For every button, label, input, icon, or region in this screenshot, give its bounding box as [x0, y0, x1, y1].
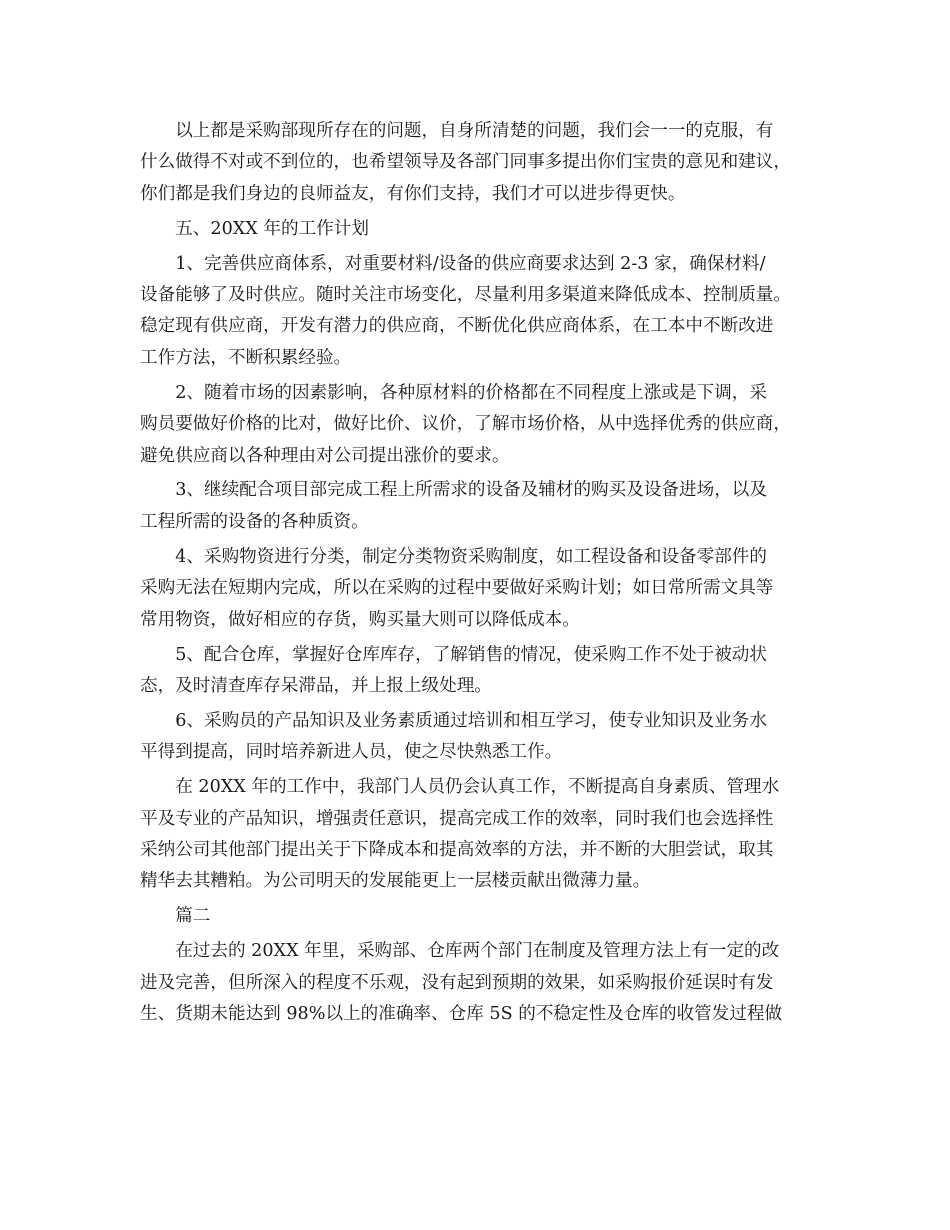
text-line: 采纳公司其他部门提出关于下降成本和提高效率的方法，并不断的大胆尝试，取其 [140, 839, 774, 860]
plan-item-3 [140, 475, 830, 538]
text-line: 生、货期未能达到 98%以上的准确率、仓库 5S 的不稳定性及仓库的收管发过程做 [140, 1003, 783, 1024]
plan-item-1 [140, 249, 830, 375]
text-line: 避免供应商以各种理由对公司提出涨价的要求。 [140, 445, 510, 466]
plan-item-4 [140, 542, 830, 636]
text-line: 5、配合仓库，掌握好仓库库存，了解销售的情况，使采购工作不处于被动状 [175, 644, 767, 665]
text-line: 在过去的 20XX 年里，采购部、仓库两个部门在制度及管理方法上有一定的改 [175, 941, 780, 962]
part-two-paragraph [140, 936, 830, 1030]
text-line: 1、完善供应商体系，对重要材料/设备的供应商要求达到 2-3 家，确保材料/ [175, 253, 766, 274]
text-line: 工作方法，不断积累经验。 [140, 347, 352, 368]
text-line: 态，及时清查库存呆滞品，并上报上级处理。 [140, 675, 492, 696]
plan-item-5 [140, 640, 830, 703]
text-line: 2、随着市场的因素影响，各种原材料的价格都在不同程度上涨或是下调，采 [175, 382, 767, 403]
text-line: 工程所需的设备的各种质资。 [140, 511, 369, 532]
text-line: 平及专业的产品知识，增强责任意识，提高完成工作的效率，同时我们也会选择性 [140, 808, 774, 829]
document-body [140, 116, 830, 1034]
text-line: 常用物资，做好相应的存货，购买量大则可以降低成本。 [140, 609, 580, 630]
text-line: 什么做得不对或不到位的，也希望领导及各部门同事多提出你们宝贵的意见和建议， [140, 152, 791, 173]
text-line: 购员要做好价格的比对，做好比价、议价，了解市场价格，从中选择优秀的供应商， [140, 414, 791, 435]
text-line: 6、采购员的产品知识及业务素质通过培训和相互学习，使专业知识及业务水 [175, 710, 767, 731]
text-line: 你们都是我们身边的良师益友，有你们支持，我们才可以进步得更快。 [140, 183, 686, 204]
text-line: 设备能够了及时供应。随时关注市场变化，尽量利用多渠道来降低成本、控制质量。 [140, 285, 791, 306]
text-line: 五、20XX 年的工作计划 [175, 218, 369, 239]
plan-item-6 [140, 706, 830, 769]
text-line: 篇二 [175, 906, 211, 927]
closing-paragraph [140, 772, 830, 898]
section-heading [140, 214, 830, 245]
text-line: 精华去其糟粕。为公司明天的发展能更上一层楼贡献出微薄力量。 [140, 871, 651, 892]
text-line: 4、采购物资进行分类，制定分类物资采购制度，如工程设备和设备零部件的 [175, 546, 767, 567]
text-line: 以上都是采购部现所存在的问题，自身所清楚的问题，我们会一一的克服，有 [175, 121, 774, 141]
text-line: 进及完善，但所深入的程度不乐观，没有起到预期的效果，如采购报价延误时有发 [140, 972, 774, 993]
text-line: 采购无法在短期内完成，所以在采购的过程中要做好采购计划；如日常所需文具等 [140, 578, 774, 599]
text-line: 稳定现有供应商，开发有潜力的供应商，不断优化供应商体系，在工本中不断改进 [140, 316, 774, 337]
text-line: 3、继续配合项目部完成工程上所需求的设备及辅材的购买及设备进场，以及 [175, 480, 767, 501]
text-line: 在 20XX 年的工作中，我部门人员仍会认真工作，不断提高自身素质、管理水 [175, 777, 780, 798]
plan-item-2 [140, 378, 830, 472]
text-line: 平得到提高，同时培养新进人员，使之尽快熟悉工作。 [140, 742, 563, 763]
part-heading [140, 901, 830, 932]
paragraph-summary [140, 116, 830, 210]
